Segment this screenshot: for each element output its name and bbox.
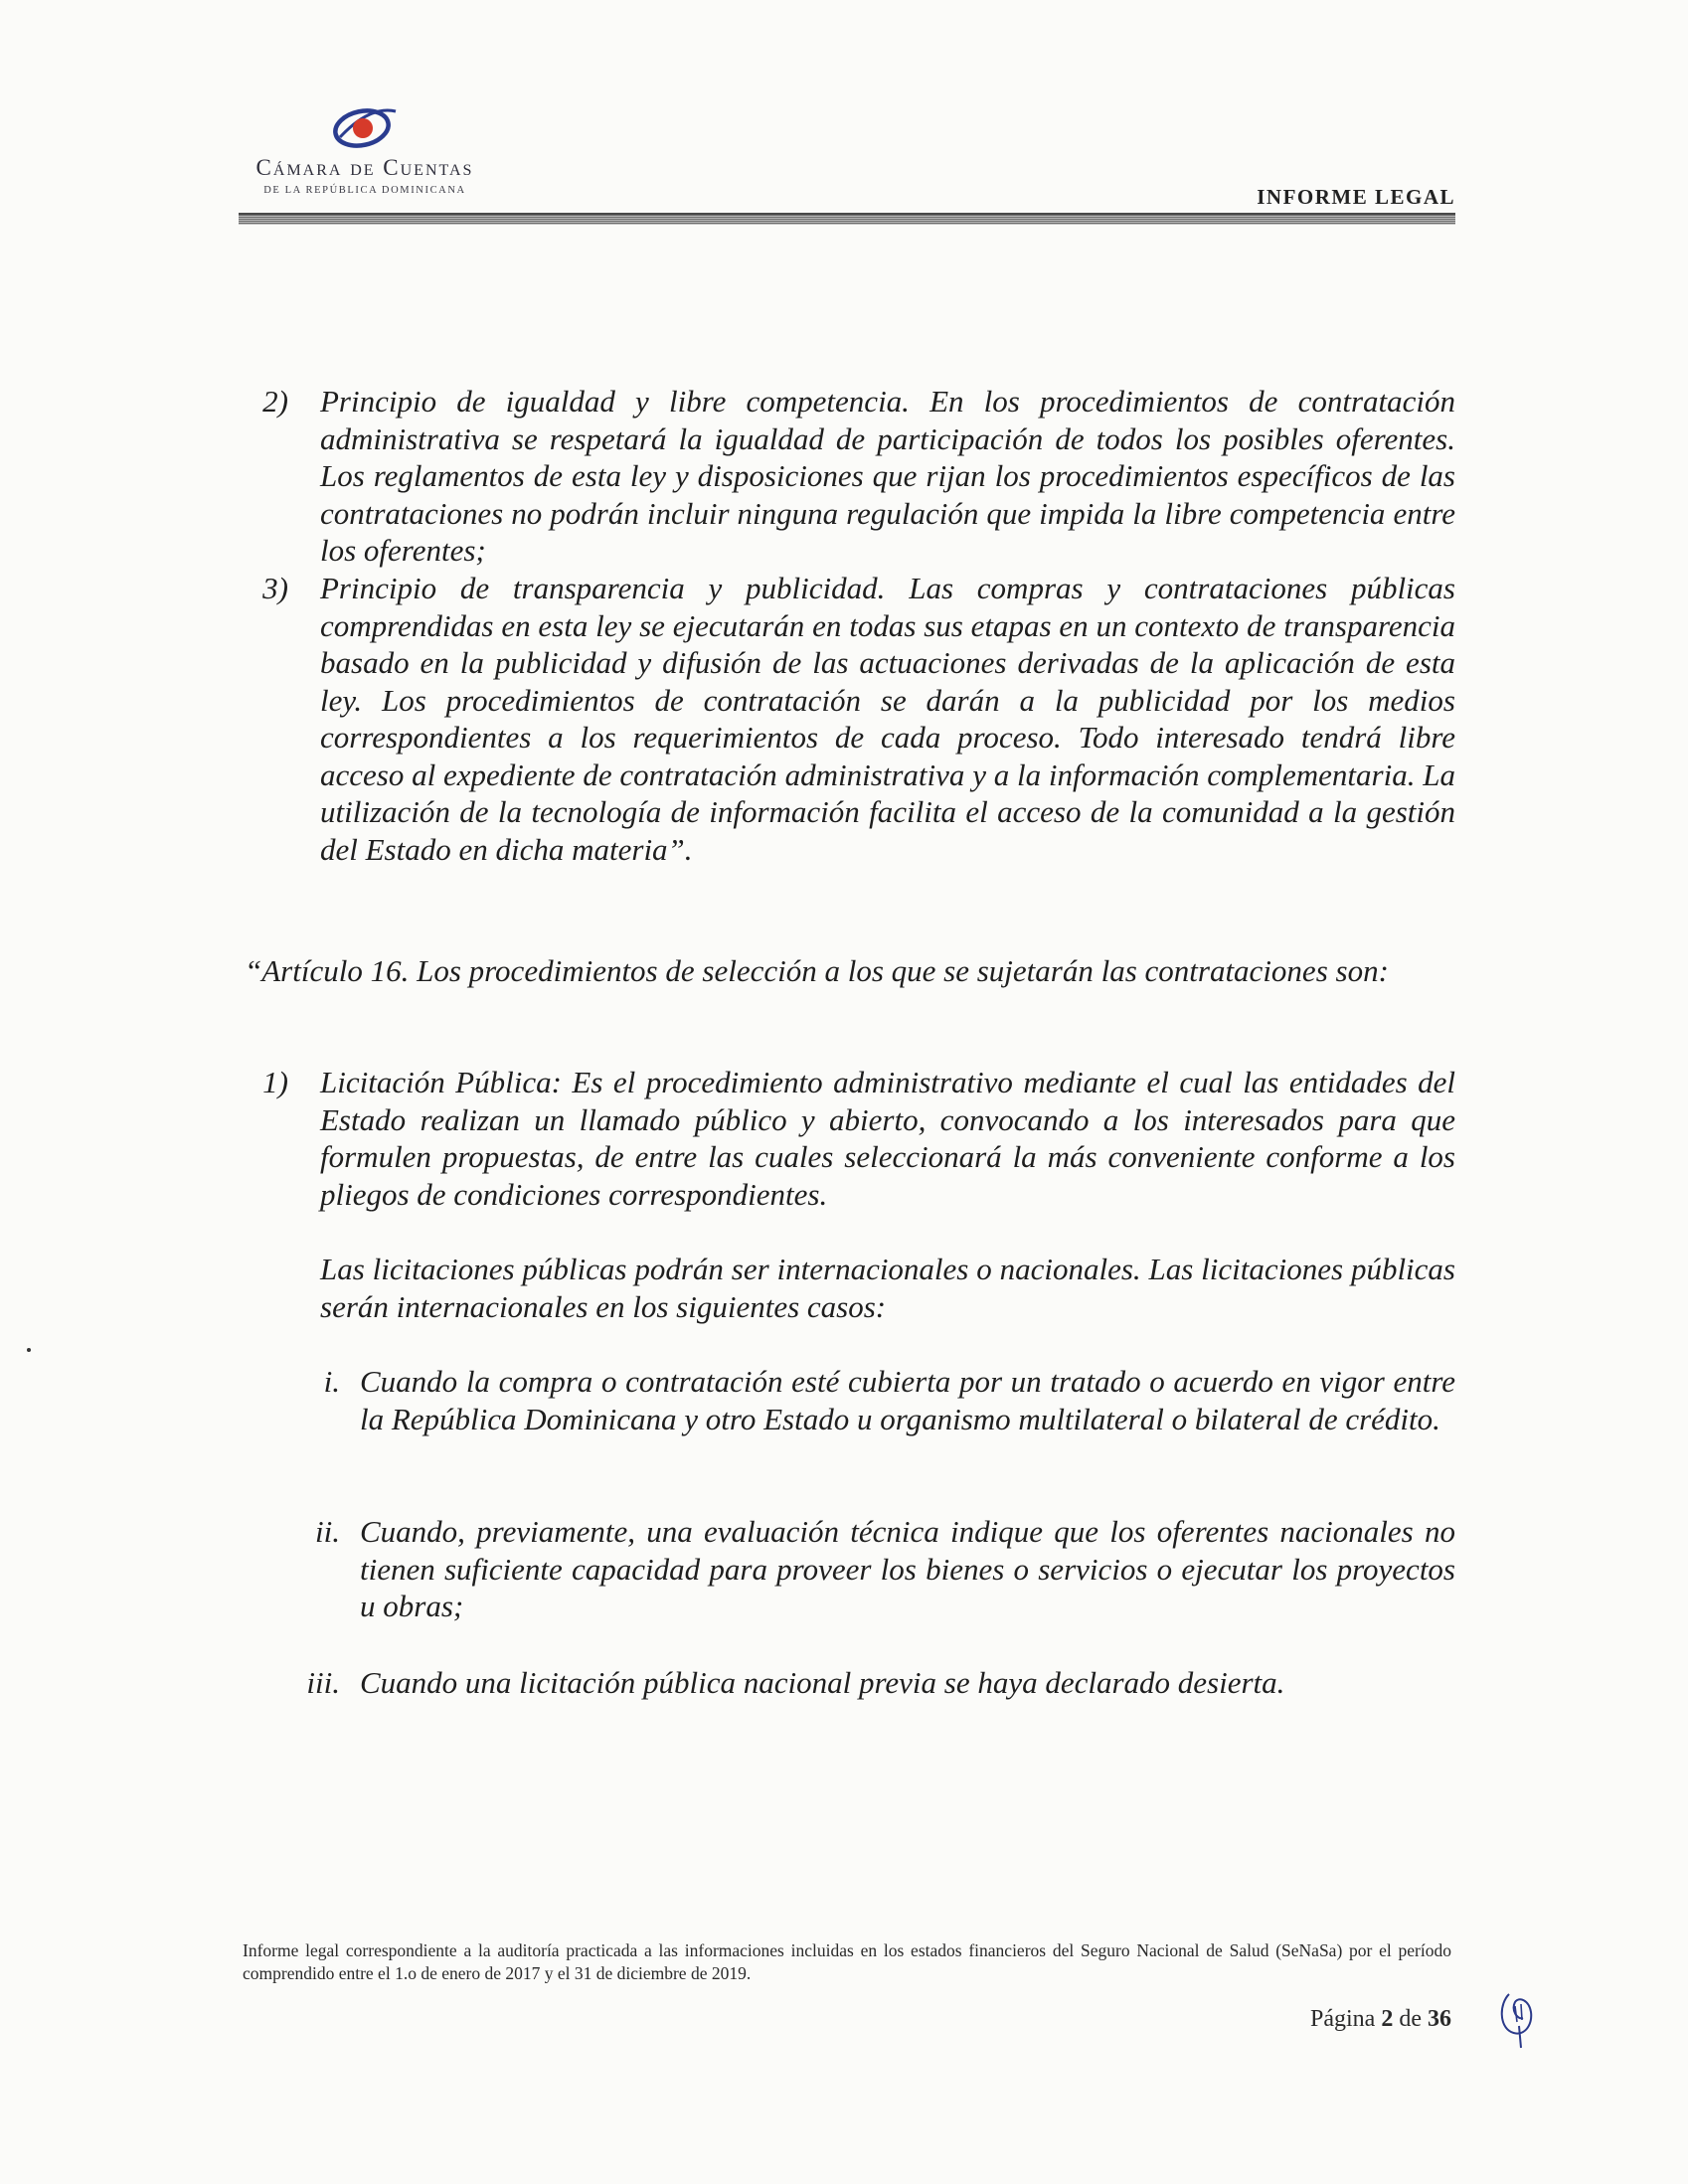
list-number-1: 1) bbox=[262, 1065, 288, 1099]
handwritten-initials-icon bbox=[1495, 1986, 1545, 2050]
list-number-3: 3) bbox=[262, 571, 288, 605]
international-tenders-paragraph: Las licitaciones públicas podrán ser internacionales o nacionales. Las licitaciones públicas serán internacionales en los siguientes casos: bbox=[320, 1252, 1455, 1324]
scan-speck bbox=[27, 1348, 31, 1352]
header-divider bbox=[239, 213, 1455, 225]
organization-name: Cámara de Cuentas bbox=[255, 155, 474, 180]
sub-list-number-iii: iii. bbox=[306, 1665, 340, 1700]
sub-item-ii-paragraph: Cuando, previamente, una evaluación técnica indique que los oferentes nacionales no tienen suficiente capacidad para proveer los bienes o servicios o ejecutar los proyectos u obras; bbox=[360, 1514, 1455, 1623]
camara-de-cuentas-emblem-icon bbox=[310, 97, 420, 157]
page-of: de bbox=[1399, 2006, 1422, 2032]
page-total: 36 bbox=[1428, 2006, 1451, 2032]
sub-item-i-paragraph: Cuando la compra o contratación esté cubierta por un tratado o acuerdo en vigor entre la República Dominicana y otro Estado u organismo multilateral o bilateral de crédito. bbox=[360, 1364, 1455, 1436]
footer-note: Informe legal correspondiente a la auditoría practicada a las informaciones incluidas en los estados financieros del Seguro Nacional de Salud (SeNaSa) por el período comprendido entre el 1.o de enero de 2017 y el 31 de diciembre de 2019. bbox=[243, 1940, 1451, 1983]
page-number bbox=[1310, 2006, 1451, 2033]
page-current: 2 bbox=[1381, 2006, 1394, 2032]
principle-equality-paragraph: Principio de igualdad y libre competencia. En los procedimientos de contratación administrativa se respetará la igualdad de participación de todos los posibles oferentes. Los reglamentos de esta ley y disposiciones que rijan los procedimientos específicos de las contrataciones no podrán incluir ninguna regulación que impida la libre competencia entre los oferentes; bbox=[320, 384, 1455, 568]
sub-item-iii-paragraph: Cuando una licitación pública nacional previa se haya declarado desierta. bbox=[360, 1665, 1285, 1700]
organization-subtitle: DE LA REPÚBLICA DOMINICANA bbox=[263, 185, 466, 196]
list-number-2: 2) bbox=[262, 384, 288, 419]
page-label: Página bbox=[1310, 2006, 1376, 2032]
article-16-heading: “Artículo 16. Los procedimientos de selección a los que se sujetarán las contrataciones son: bbox=[245, 953, 1389, 988]
sub-list-number-ii: ii. bbox=[315, 1514, 340, 1549]
document-title: INFORME LEGAL bbox=[1257, 185, 1455, 209]
sub-list-number-i: i. bbox=[323, 1364, 340, 1399]
public-tender-paragraph: Licitación Pública: Es el procedimiento administrativo mediante el cual las entidades del Estado realizan un llamado público y abierto, convocando a los interesados para que formulen propuestas, de entre las cuales seleccionará la más conveniente conforme a los pliegos de condiciones correspondientes. bbox=[320, 1065, 1455, 1212]
principle-transparency-paragraph: Principio de transparencia y publicidad. Las compras y contrataciones públicas comprendidas en esta ley se ejecutarán en todas sus etapas en un contexto de transparencia basado en la publicidad y difusión de las actuaciones derivadas de la aplicación de esta ley. Los procedimientos de contratación se darán a la publicidad por los medios correspondientes a los requerimientos de cada proceso. Todo interesado tendrá libre acceso al expediente de contratación administrativa y a la información complementaria. La utilización de la tecnología de información facilita el acceso de la comunidad a la gestión del Estado en dicha materia”. bbox=[320, 571, 1455, 867]
organization-logo bbox=[241, 97, 489, 205]
